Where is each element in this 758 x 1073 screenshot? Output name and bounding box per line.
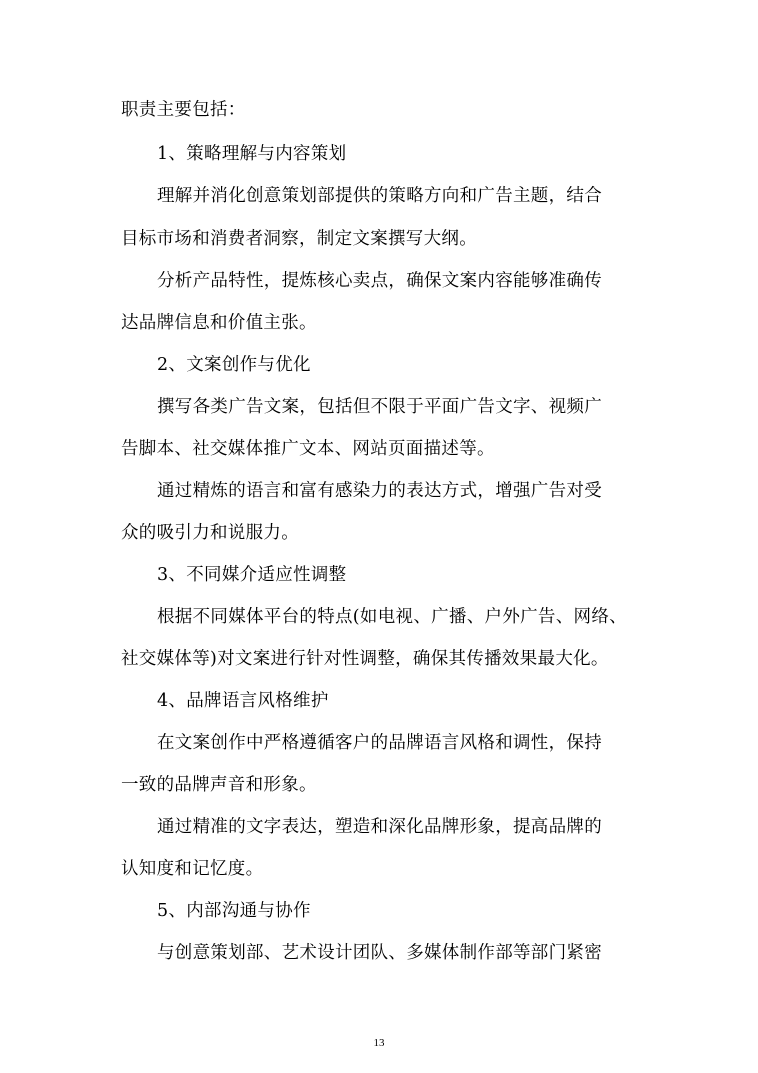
paragraph-line: 达品牌信息和价值主张。 <box>121 313 317 333</box>
paragraph-line: 根据不同媒体平台的特点(如电视、广播、户外广告、网络、 <box>157 607 627 627</box>
paragraph-line: 通过精准的文字表达，塑造和深化品牌形象，提高品牌的 <box>157 817 602 837</box>
page-number: 13 <box>373 1037 385 1049</box>
paragraph-line: 通过精炼的语言和富有感染力的表达方式，增强广告对受 <box>157 481 602 501</box>
paragraph-line: 理解并消化创意策划部提供的策略方向和广告主题，结合 <box>157 186 602 206</box>
paragraph-line: 告脚本、社交媒体推广文本、网站页面描述等。 <box>121 439 495 459</box>
section-heading-3: 3、不同媒介适应性调整 <box>157 565 347 585</box>
paragraph-line: 众的吸引力和说服力。 <box>121 523 299 543</box>
section-heading-4: 4、品牌语言风格维护 <box>157 691 329 711</box>
paragraph-line: 分析产品特性，提炼核心卖点，确保文案内容能够准确传 <box>157 271 602 291</box>
paragraph-line: 目标市场和消费者洞察，制定文案撰写大纲。 <box>121 229 477 249</box>
paragraph-line: 社交媒体等)对文案进行针对性调整，确保其传播效果最大化。 <box>121 649 609 669</box>
paragraph-line: 一致的品牌声音和形象。 <box>121 775 317 795</box>
paragraph-line: 与创意策划部、艺术设计团队、多媒体制作部等部门紧密 <box>157 943 602 963</box>
section-heading-5: 5、内部沟通与协作 <box>157 901 311 921</box>
doc-line-intro: 职责主要包括： <box>121 100 246 120</box>
section-heading-2: 2、文案创作与优化 <box>157 355 311 375</box>
paragraph-line: 在文案创作中严格遵循客户的品牌语言风格和调性，保持 <box>157 733 602 753</box>
paragraph-line: 认知度和记忆度。 <box>121 859 264 879</box>
section-heading-1: 1、策略理解与内容策划 <box>157 144 347 164</box>
paragraph-line: 撰写各类广告文案，包括但不限于平面广告文字、视频广 <box>157 397 602 417</box>
